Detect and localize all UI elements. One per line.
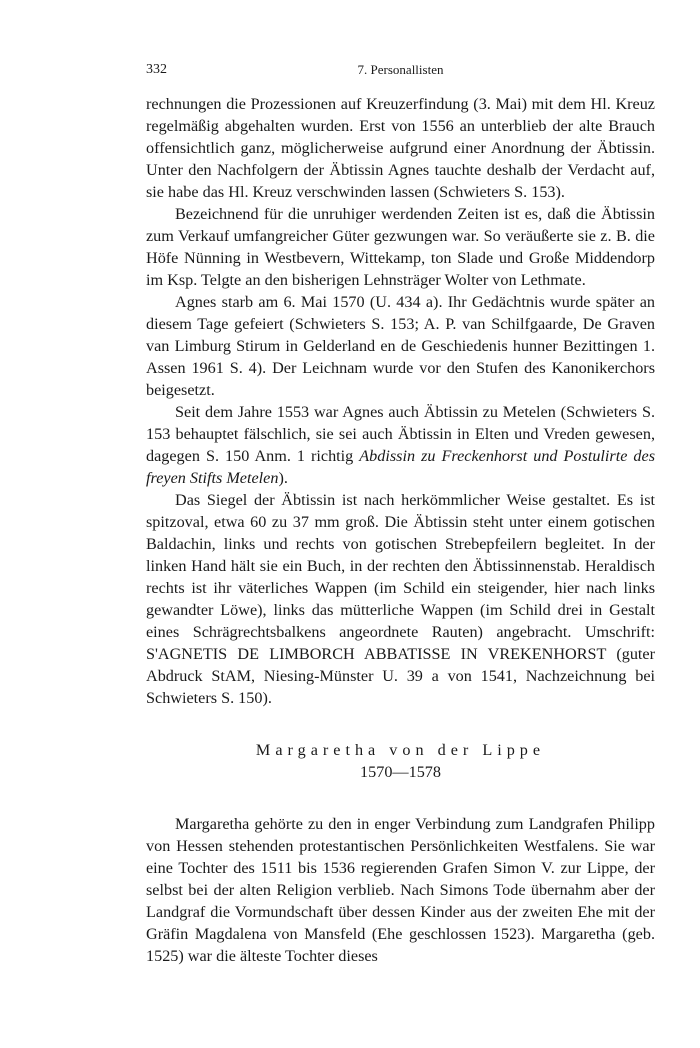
italic-quote: Abdissin zu Freckenhorst und Postulirte des freyen Stifts Metelen: [146, 447, 655, 487]
body-text: [146, 93, 655, 967]
paragraph: Bezeichnend für die unruhiger werdenden Zeiten ist es, daß die Äbtissin zum Verkauf umfangreicher Güter gezwungen war. So veräußerte sie z. B. die Höfe Nünning in Westbevern, Wittekamp, ton Slade und Große Middendorp im Ksp. Telgte an den bisherigen Lehnsträger Wolter von Lethmate.: [146, 205, 655, 289]
section-years: 1570—1578: [360, 763, 441, 781]
running-head: 7. Personallisten: [357, 62, 444, 77]
paragraph-text: ).: [278, 469, 288, 487]
paragraph: rechnungen die Prozessionen auf Kreuzerfindung (3. Mai) mit dem Hl. Kreuz regelmäßig abgehalten wurden. Erst von 1556 an unterblieb der alte Brauch offensichtlich ganz, möglicherweise aufgrund einer Anordnung der Äbtissin. Unter den Nachfolgern der Äbtissin Agnes tauchte deshalb der Verdacht auf, sie habe das Hl. Kreuz verschwinden lassen (Schwieters S. 153).: [146, 95, 655, 201]
paragraph: Margaretha gehörte zu den in enger Verbindung zum Landgrafen Philipp von Hessen stehenden protestantischen Persönlichkeiten Westfalens. Sie war eine Tochter des 1511 bis 1536 regierenden Grafen Simon V. zur Lippe, der selbst bei der alten Religion verblieb. Nach Simons Tode übernahm aber der Landgraf die Vormundschaft über dessen Kinder aus der zweiten Ehe mit der Gräfin Magdalena von Mansfeld (Ehe geschlossen 1523). Margaretha (geb. 1525) war die älteste Tochter dieses: [146, 815, 655, 965]
paragraph: Das Siegel der Äbtissin ist nach herkömmlicher Weise gestaltet. Es ist spitzoval, etwa 60 zu 37 mm groß. Die Äbtissin steht unter einem gotischen Baldachin, links und rechts von gotischen Strebepfeilern begleitet. In der linken Hand hält sie ein Buch, in der rechten den Äbtissinnenstab. Heraldisch rechts ist ihr väterliches Wappen (im Schild ein steigender, hier nach links gewandter Löwe), links das mütterliche Wappen (im Schild drei in Gestalt eines Schrägrechtsbalkens angeordnete Rauten) angebracht. Umschrift: S'AGNETIS DE LIMBORCH ABBATISSE IN VREKENHORST (guter Abdruck StAM, Niesing-Münster U. 39 a von 1541, Nachzeichnung bei Schwieters S. 150).: [146, 491, 655, 707]
paragraph: Agnes starb am 6. Mai 1570 (U. 434 a). Ihr Gedächtnis wurde später an diesem Tage gefeiert (Schwieters S. 153; A. P. van Schilfgaarde, De Graven van Limburg Stirum in Gelderland en de Geschiedenis hunner Bezittingen 1. Assen 1961 S. 4). Der Leichnam wurde vor den Stufen des Kanonikerchors beigesetzt.: [146, 293, 655, 399]
page-number: 332: [146, 62, 167, 77]
paragraph-text: Seit dem Jahre 1553 war Agnes auch Äbtissin zu Metelen (Schwieters S. 153 behauptet fälschlich, sie sei auch Äbtissin in Elten und Vreden gewesen, dagegen S. 150 Anm. 1 richtig: [146, 403, 655, 465]
page-header: [146, 62, 655, 86]
paragraph: [146, 401, 655, 489]
section-heading: Margaretha von der Lippe: [255, 741, 546, 759]
